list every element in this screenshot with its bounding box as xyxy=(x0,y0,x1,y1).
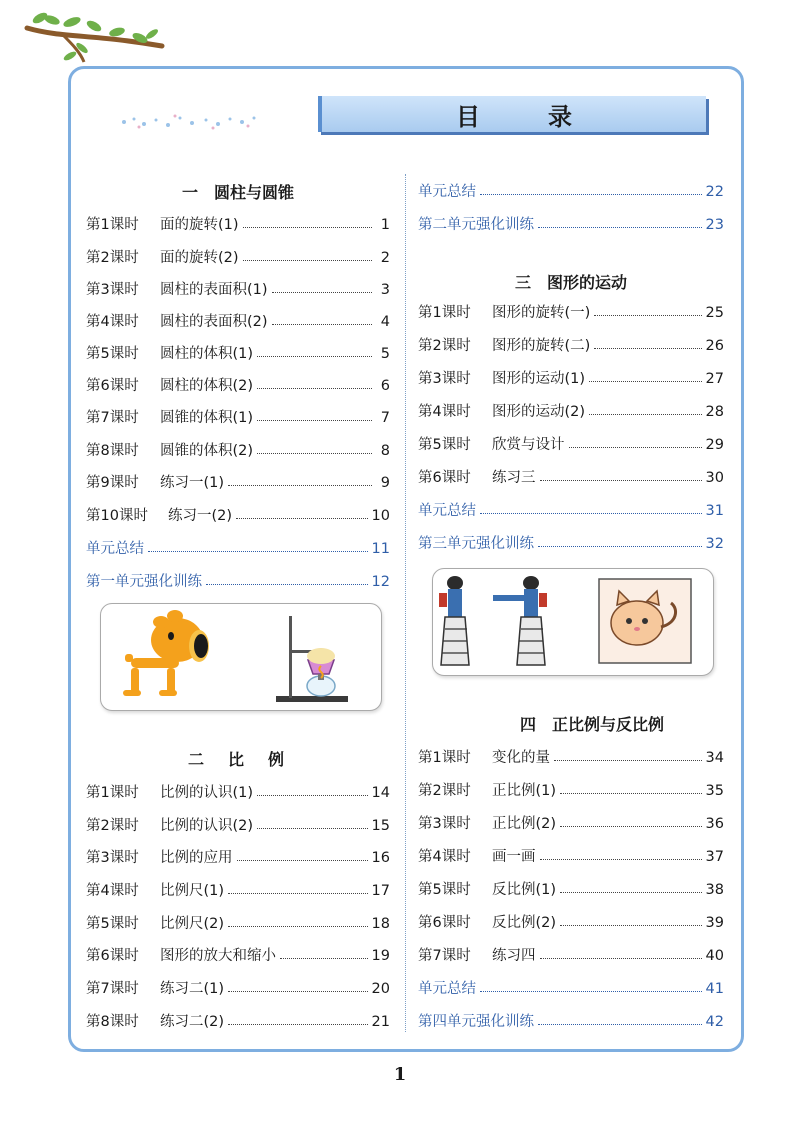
toc-row[interactable] xyxy=(86,439,390,461)
toc-row[interactable] xyxy=(418,433,724,455)
leader-dots xyxy=(257,795,368,796)
summary-title: 单元总结 xyxy=(418,184,476,200)
section-heading: 一 圆柱与圆锥 xyxy=(181,183,294,202)
toc-row-training[interactable] xyxy=(418,532,724,554)
leader-dots xyxy=(540,480,702,481)
lesson-label: 第8课时 xyxy=(86,1014,139,1030)
summary-title: 单元总结 xyxy=(418,503,476,519)
page-number: 18 xyxy=(371,916,390,932)
page-number: 19 xyxy=(371,948,390,964)
lesson-label: 第5课时 xyxy=(418,882,471,898)
page-number-footer: 1 xyxy=(393,1064,407,1085)
leader-dots xyxy=(560,892,702,893)
lesson-title: 欣赏与设计 xyxy=(492,437,565,453)
toc-row[interactable] xyxy=(86,879,390,901)
lesson-title: 图形的运动(2) xyxy=(492,404,586,420)
lesson-label: 第4课时 xyxy=(418,404,471,420)
lesson-label: 第3课时 xyxy=(418,816,471,832)
leader-dots xyxy=(560,925,702,926)
leader-dots xyxy=(480,991,702,992)
leader-dots xyxy=(257,828,368,829)
lesson-label: 第6课时 xyxy=(86,948,139,964)
leader-dots xyxy=(228,926,368,927)
lesson-label: 第8课时 xyxy=(86,443,139,459)
training-title: 第二单元强化训练 xyxy=(418,217,534,233)
section-heading: 二 比 例 xyxy=(187,750,288,769)
lesson-title: 画一画 xyxy=(492,849,536,865)
lesson-title: 图形的旋转(一) xyxy=(492,305,591,321)
lesson-title: 面的旋转(2) xyxy=(160,250,239,266)
toc-row[interactable] xyxy=(418,746,724,768)
page-number: 23 xyxy=(705,217,724,233)
toc-row[interactable] xyxy=(86,374,390,396)
toc-row[interactable] xyxy=(418,301,724,323)
sparkle-decoration-icon xyxy=(118,110,263,134)
lesson-title: 练习二(1) xyxy=(160,981,225,997)
lesson-title: 圆柱的表面积(2) xyxy=(160,314,268,330)
toc-row[interactable] xyxy=(86,1010,390,1032)
toc-row[interactable] xyxy=(86,246,390,268)
page-number: 25 xyxy=(705,305,724,321)
toc-row[interactable] xyxy=(418,779,724,801)
page-number: 36 xyxy=(705,816,724,832)
page-number: 27 xyxy=(705,371,724,387)
toc-row[interactable] xyxy=(86,977,390,999)
lesson-label: 第9课时 xyxy=(86,475,139,491)
lesson-title: 比例尺(1) xyxy=(160,883,225,899)
lesson-label: 第7课时 xyxy=(418,948,471,964)
leader-dots xyxy=(206,584,368,585)
page-number: 2 xyxy=(380,250,390,266)
page-number: 31 xyxy=(705,503,724,519)
leader-dots xyxy=(594,315,701,316)
shadow-puppet-icon xyxy=(493,576,547,665)
toc-row[interactable] xyxy=(86,278,390,300)
leader-dots xyxy=(594,348,701,349)
leader-dots xyxy=(257,420,372,421)
toc-row-training[interactable] xyxy=(418,213,724,235)
page-number: 9 xyxy=(380,475,390,491)
page-number: 34 xyxy=(705,750,724,766)
shadow-puppet-icon xyxy=(439,576,469,665)
page-number: 10 xyxy=(371,508,390,524)
page-number: 17 xyxy=(371,883,390,899)
page-number: 21 xyxy=(371,1014,390,1030)
toc-row[interactable] xyxy=(86,213,390,235)
training-title: 第四单元强化训练 xyxy=(418,1014,534,1030)
page-number: 4 xyxy=(380,314,390,330)
lesson-label: 第1课时 xyxy=(86,217,139,233)
lesson-label: 第5课时 xyxy=(86,346,139,362)
leader-dots xyxy=(272,292,372,293)
lesson-label: 第2课时 xyxy=(86,250,139,266)
lesson-label: 第3课时 xyxy=(86,850,139,866)
page-number: 3 xyxy=(380,282,390,298)
toc-row[interactable] xyxy=(418,878,724,900)
lesson-label: 第4课时 xyxy=(86,314,139,330)
toc-title-bar xyxy=(318,96,706,132)
illustration-box-left xyxy=(100,603,382,711)
lesson-label: 第6课时 xyxy=(86,378,139,394)
alcohol-lamp-stand-icon xyxy=(276,616,348,702)
lesson-title: 练习四 xyxy=(492,948,536,964)
toc-row-summary[interactable] xyxy=(418,977,724,999)
page-number: 37 xyxy=(705,849,724,865)
page-number: 28 xyxy=(705,404,724,420)
leader-dots xyxy=(589,414,702,415)
toc-row-training[interactable] xyxy=(86,570,390,592)
page-number: 38 xyxy=(705,882,724,898)
toc-row[interactable] xyxy=(418,466,724,488)
page-number: 14 xyxy=(371,785,390,801)
toc-row[interactable] xyxy=(86,471,390,493)
lesson-label: 第7课时 xyxy=(86,981,139,997)
toc-row[interactable] xyxy=(418,845,724,867)
section-heading: 四 正比例与反比例 xyxy=(519,715,664,734)
leader-dots xyxy=(243,227,372,228)
leader-dots xyxy=(280,958,368,959)
page-number: 7 xyxy=(380,410,390,426)
leader-dots xyxy=(540,859,702,860)
lesson-label: 第1课时 xyxy=(418,305,471,321)
leader-dots xyxy=(228,991,368,992)
page-number: 29 xyxy=(705,437,724,453)
leader-dots xyxy=(228,485,372,486)
page-number: 20 xyxy=(371,981,390,997)
lesson-label: 第6课时 xyxy=(418,470,471,486)
leader-dots xyxy=(554,760,702,761)
page-number: 16 xyxy=(371,850,390,866)
page-title: 目 录 xyxy=(456,102,594,131)
toc-row[interactable] xyxy=(86,846,390,868)
leader-dots xyxy=(538,227,702,228)
lesson-title: 圆锥的体积(1) xyxy=(160,410,254,426)
leader-dots xyxy=(540,958,702,959)
toc-row[interactable] xyxy=(418,400,724,422)
section-heading: 三 图形的运动 xyxy=(514,273,627,292)
lesson-title: 变化的量 xyxy=(492,750,550,766)
toc-row[interactable] xyxy=(86,406,390,428)
training-title: 第三单元强化训练 xyxy=(418,536,534,552)
column-divider xyxy=(405,174,406,1032)
leader-dots xyxy=(228,1024,368,1025)
lesson-label: 第10课时 xyxy=(86,508,148,524)
lesson-label: 第4课时 xyxy=(86,883,139,899)
lesson-title: 反比例(1) xyxy=(492,882,557,898)
toc-row[interactable] xyxy=(86,781,390,803)
lesson-title: 正比例(2) xyxy=(492,816,557,832)
page-number: 35 xyxy=(705,783,724,799)
page-number: 11 xyxy=(371,541,390,557)
lesson-title: 圆锥的体积(2) xyxy=(160,443,254,459)
toc-row[interactable] xyxy=(418,944,724,966)
leader-dots xyxy=(589,381,702,382)
page-number: 1 xyxy=(380,217,390,233)
illustration-box-right xyxy=(432,568,714,676)
lesson-label: 第5课时 xyxy=(418,437,471,453)
lesson-title: 图形的放大和缩小 xyxy=(160,948,276,964)
leader-dots xyxy=(480,194,702,195)
page-number: 26 xyxy=(705,338,724,354)
lesson-title: 圆柱的表面积(1) xyxy=(160,282,268,298)
leader-dots xyxy=(228,893,368,894)
page-number: 22 xyxy=(705,184,724,200)
leader-dots xyxy=(480,513,702,514)
leader-dots xyxy=(236,518,368,519)
toc-row-summary[interactable] xyxy=(86,537,390,559)
lesson-title: 圆柱的体积(1) xyxy=(160,346,254,362)
leader-dots xyxy=(538,546,702,547)
lesson-title: 比例的认识(1) xyxy=(160,785,254,801)
page-number: 6 xyxy=(380,378,390,394)
page-number: 15 xyxy=(371,818,390,834)
lesson-label: 第2课时 xyxy=(418,783,471,799)
lesson-title: 反比例(2) xyxy=(492,915,557,931)
lesson-title: 练习二(2) xyxy=(160,1014,225,1030)
toc-row[interactable] xyxy=(86,814,390,836)
page-number: 8 xyxy=(380,443,390,459)
lesson-label: 第1课时 xyxy=(418,750,471,766)
lesson-title: 图形的运动(1) xyxy=(492,371,586,387)
leader-dots xyxy=(243,260,372,261)
leader-dots xyxy=(257,388,372,389)
leader-dots xyxy=(257,453,372,454)
lesson-title: 比例尺(2) xyxy=(160,916,225,932)
lesson-label: 第2课时 xyxy=(418,338,471,354)
leader-dots xyxy=(237,860,368,861)
page-number: 12 xyxy=(371,574,390,590)
lesson-label: 第7课时 xyxy=(86,410,139,426)
lesson-title: 圆柱的体积(2) xyxy=(160,378,254,394)
toc-row[interactable] xyxy=(418,911,724,933)
lesson-label: 第3课时 xyxy=(418,371,471,387)
lesson-title: 图形的旋转(二) xyxy=(492,338,591,354)
lesson-title: 练习一(1) xyxy=(160,475,225,491)
page-number: 32 xyxy=(705,536,724,552)
toc-row[interactable] xyxy=(86,504,390,526)
lesson-title: 练习三 xyxy=(492,470,536,486)
lesson-title: 比例的认识(2) xyxy=(160,818,254,834)
page-number: 30 xyxy=(705,470,724,486)
lesson-label: 第1课时 xyxy=(86,785,139,801)
toc-row[interactable] xyxy=(86,310,390,332)
toc-row-summary[interactable] xyxy=(418,499,724,521)
summary-title: 单元总结 xyxy=(86,541,144,557)
lesson-title: 比例的应用 xyxy=(160,850,233,866)
wooden-dog-icon xyxy=(123,610,209,696)
leader-dots xyxy=(569,447,702,448)
page-number: 41 xyxy=(705,981,724,997)
toc-row[interactable] xyxy=(418,367,724,389)
toc-row-summary[interactable] xyxy=(418,180,724,202)
lesson-label: 第6课时 xyxy=(418,915,471,931)
toc-row-training[interactable] xyxy=(418,1010,724,1032)
lesson-label: 第2课时 xyxy=(86,818,139,834)
lesson-title: 正比例(1) xyxy=(492,783,557,799)
toc-row[interactable] xyxy=(86,944,390,966)
branch-decoration-icon xyxy=(22,4,167,64)
toc-row[interactable] xyxy=(86,912,390,934)
toc-row[interactable] xyxy=(86,342,390,364)
leader-dots xyxy=(257,356,372,357)
leader-dots xyxy=(148,551,368,552)
summary-title: 单元总结 xyxy=(418,981,476,997)
page-number: 5 xyxy=(380,346,390,362)
page-number: 42 xyxy=(705,1014,724,1030)
lesson-label: 第4课时 xyxy=(418,849,471,865)
toc-row[interactable] xyxy=(418,812,724,834)
leader-dots xyxy=(560,826,702,827)
leader-dots xyxy=(272,324,372,325)
training-title: 第一单元强化训练 xyxy=(86,574,202,590)
lesson-label: 第3课时 xyxy=(86,282,139,298)
page-number: 39 xyxy=(705,915,724,931)
lesson-title: 面的旋转(1) xyxy=(160,217,239,233)
lesson-label: 第5课时 xyxy=(86,916,139,932)
leader-dots xyxy=(538,1024,702,1025)
lesson-title: 练习一(2) xyxy=(168,508,233,524)
toc-row[interactable] xyxy=(418,334,724,356)
leader-dots xyxy=(560,793,702,794)
page-number: 40 xyxy=(705,948,724,964)
